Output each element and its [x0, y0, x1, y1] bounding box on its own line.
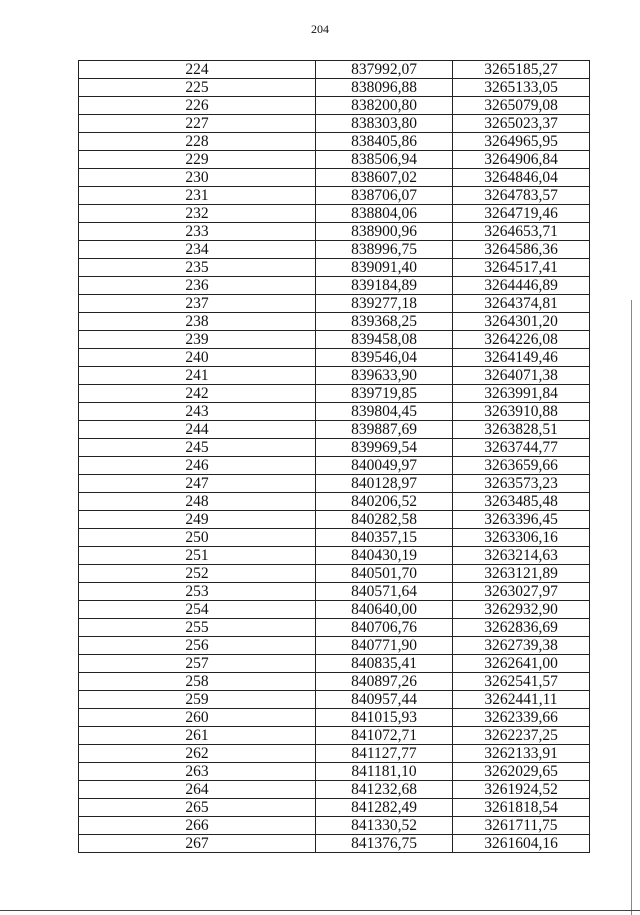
point-number-cell: 244: [79, 421, 316, 439]
x-coordinate-cell: 839458,08: [316, 331, 453, 349]
x-coordinate-cell: 841232,68: [316, 781, 453, 799]
x-coordinate-cell: 840501,70: [316, 565, 453, 583]
point-number-cell: 246: [79, 457, 316, 475]
point-number-cell: 236: [79, 277, 316, 295]
x-coordinate-cell: 841376,75: [316, 835, 453, 853]
y-coordinate-cell: 3261604,16: [453, 835, 590, 853]
point-number-cell: 227: [79, 115, 316, 133]
y-coordinate-cell: 3262441,11: [453, 691, 590, 709]
point-number-cell: 264: [79, 781, 316, 799]
x-coordinate-cell: 839633,90: [316, 367, 453, 385]
y-coordinate-cell: 3265023,37: [453, 115, 590, 133]
y-coordinate-cell: 3262339,66: [453, 709, 590, 727]
table-row: [79, 331, 590, 349]
table-row: [79, 151, 590, 169]
table-row: [79, 529, 590, 547]
y-coordinate-cell: 3264906,84: [453, 151, 590, 169]
x-coordinate-cell: 840357,15: [316, 529, 453, 547]
y-coordinate-cell: 3264149,46: [453, 349, 590, 367]
table-row: [79, 169, 590, 187]
y-coordinate-cell: 3263828,51: [453, 421, 590, 439]
table-row: [79, 349, 590, 367]
x-coordinate-cell: 838405,86: [316, 133, 453, 151]
table-row: [79, 583, 590, 601]
x-coordinate-cell: 839368,25: [316, 313, 453, 331]
table-row: [79, 673, 590, 691]
point-number-cell: 256: [79, 637, 316, 655]
x-coordinate-cell: 838096,88: [316, 79, 453, 97]
point-number-cell: 247: [79, 475, 316, 493]
y-coordinate-cell: 3262641,00: [453, 655, 590, 673]
y-coordinate-cell: 3262541,57: [453, 673, 590, 691]
point-number-cell: 228: [79, 133, 316, 151]
point-number-cell: 266: [79, 817, 316, 835]
coordinates-table-body: [79, 61, 590, 853]
y-coordinate-cell: 3264301,20: [453, 313, 590, 331]
x-coordinate-cell: 838506,94: [316, 151, 453, 169]
x-coordinate-cell: 839969,54: [316, 439, 453, 457]
table-row: [79, 817, 590, 835]
y-coordinate-cell: 3263659,66: [453, 457, 590, 475]
y-coordinate-cell: 3263573,23: [453, 475, 590, 493]
point-number-cell: 258: [79, 673, 316, 691]
table-row: [79, 835, 590, 853]
y-coordinate-cell: 3262739,38: [453, 637, 590, 655]
point-number-cell: 234: [79, 241, 316, 259]
y-coordinate-cell: 3264446,89: [453, 277, 590, 295]
y-coordinate-cell: 3262029,65: [453, 763, 590, 781]
table-row: [79, 637, 590, 655]
x-coordinate-cell: 837992,07: [316, 61, 453, 79]
y-coordinate-cell: 3263027,97: [453, 583, 590, 601]
y-coordinate-cell: 3261924,52: [453, 781, 590, 799]
table-row: [79, 241, 590, 259]
point-number-cell: 265: [79, 799, 316, 817]
x-coordinate-cell: 840771,90: [316, 637, 453, 655]
point-number-cell: 263: [79, 763, 316, 781]
y-coordinate-cell: 3262836,69: [453, 619, 590, 637]
y-coordinate-cell: 3264586,36: [453, 241, 590, 259]
x-coordinate-cell: 840282,58: [316, 511, 453, 529]
y-coordinate-cell: 3264965,95: [453, 133, 590, 151]
point-number-cell: 238: [79, 313, 316, 331]
y-coordinate-cell: 3264374,81: [453, 295, 590, 313]
table-row: [79, 277, 590, 295]
x-coordinate-cell: 840571,64: [316, 583, 453, 601]
point-number-cell: 254: [79, 601, 316, 619]
point-number-cell: 255: [79, 619, 316, 637]
point-number-cell: 260: [79, 709, 316, 727]
point-number-cell: 233: [79, 223, 316, 241]
y-coordinate-cell: 3264653,71: [453, 223, 590, 241]
point-number-cell: 225: [79, 79, 316, 97]
x-coordinate-cell: 841127,77: [316, 745, 453, 763]
x-coordinate-cell: 840640,00: [316, 601, 453, 619]
x-coordinate-cell: 838804,06: [316, 205, 453, 223]
y-coordinate-cell: 3264719,46: [453, 205, 590, 223]
table-row: [79, 619, 590, 637]
x-coordinate-cell: 839277,18: [316, 295, 453, 313]
y-coordinate-cell: 3263396,45: [453, 511, 590, 529]
point-number-cell: 249: [79, 511, 316, 529]
point-number-cell: 237: [79, 295, 316, 313]
x-coordinate-cell: 838996,75: [316, 241, 453, 259]
y-coordinate-cell: 3263306,16: [453, 529, 590, 547]
table-row: [79, 601, 590, 619]
point-number-cell: 257: [79, 655, 316, 673]
table-row: [79, 259, 590, 277]
x-coordinate-cell: 838607,02: [316, 169, 453, 187]
point-number-cell: 230: [79, 169, 316, 187]
table-row: [79, 781, 590, 799]
table-row: [79, 205, 590, 223]
point-number-cell: 242: [79, 385, 316, 403]
y-coordinate-cell: 3263744,77: [453, 439, 590, 457]
x-coordinate-cell: 838706,07: [316, 187, 453, 205]
table-row: [79, 439, 590, 457]
y-coordinate-cell: 3262237,25: [453, 727, 590, 745]
y-coordinate-cell: 3264517,41: [453, 259, 590, 277]
coordinates-table: [78, 60, 590, 853]
point-number-cell: 253: [79, 583, 316, 601]
point-number-cell: 241: [79, 367, 316, 385]
table-row: [79, 493, 590, 511]
point-number-cell: 245: [79, 439, 316, 457]
x-coordinate-cell: 840049,97: [316, 457, 453, 475]
x-coordinate-cell: 838200,80: [316, 97, 453, 115]
x-coordinate-cell: 839184,89: [316, 277, 453, 295]
y-coordinate-cell: 3263121,89: [453, 565, 590, 583]
x-coordinate-cell: 840957,44: [316, 691, 453, 709]
table-row: [79, 745, 590, 763]
point-number-cell: 250: [79, 529, 316, 547]
table-row: [79, 187, 590, 205]
table-row: [79, 421, 590, 439]
table-row: [79, 547, 590, 565]
table-row: [79, 457, 590, 475]
table-row: [79, 709, 590, 727]
point-number-cell: 259: [79, 691, 316, 709]
table-row: [79, 61, 590, 79]
y-coordinate-cell: 3261818,54: [453, 799, 590, 817]
y-coordinate-cell: 3265079,08: [453, 97, 590, 115]
y-coordinate-cell: 3262932,90: [453, 601, 590, 619]
y-coordinate-cell: 3264783,57: [453, 187, 590, 205]
table-row: [79, 727, 590, 745]
table-row: [79, 655, 590, 673]
table-row: [79, 97, 590, 115]
x-coordinate-cell: 840206,52: [316, 493, 453, 511]
x-coordinate-cell: 840706,76: [316, 619, 453, 637]
point-number-cell: 232: [79, 205, 316, 223]
y-coordinate-cell: 3261711,75: [453, 817, 590, 835]
point-number-cell: 243: [79, 403, 316, 421]
x-coordinate-cell: 841181,10: [316, 763, 453, 781]
page-number: 204: [311, 22, 329, 36]
scan-edge-bottom: [0, 910, 640, 911]
y-coordinate-cell: 3263485,48: [453, 493, 590, 511]
table-row: [79, 403, 590, 421]
x-coordinate-cell: 841072,71: [316, 727, 453, 745]
point-number-cell: 224: [79, 61, 316, 79]
table-row: [79, 79, 590, 97]
table-row: [79, 223, 590, 241]
y-coordinate-cell: 3265185,27: [453, 61, 590, 79]
scan-edge-right: [631, 300, 632, 915]
point-number-cell: 226: [79, 97, 316, 115]
x-coordinate-cell: 839887,69: [316, 421, 453, 439]
x-coordinate-cell: 840897,26: [316, 673, 453, 691]
point-number-cell: 261: [79, 727, 316, 745]
y-coordinate-cell: 3263991,84: [453, 385, 590, 403]
y-coordinate-cell: 3262133,91: [453, 745, 590, 763]
x-coordinate-cell: 841330,52: [316, 817, 453, 835]
table-row: [79, 799, 590, 817]
point-number-cell: 229: [79, 151, 316, 169]
point-number-cell: 267: [79, 835, 316, 853]
table-row: [79, 115, 590, 133]
x-coordinate-cell: 839546,04: [316, 349, 453, 367]
point-number-cell: 262: [79, 745, 316, 763]
table-row: [79, 763, 590, 781]
y-coordinate-cell: 3263214,63: [453, 547, 590, 565]
point-number-cell: 231: [79, 187, 316, 205]
table-row: [79, 313, 590, 331]
table-row: [79, 133, 590, 151]
x-coordinate-cell: 838303,80: [316, 115, 453, 133]
x-coordinate-cell: 840128,97: [316, 475, 453, 493]
table-row: [79, 511, 590, 529]
x-coordinate-cell: 840430,19: [316, 547, 453, 565]
point-number-cell: 252: [79, 565, 316, 583]
table-row: [79, 385, 590, 403]
y-coordinate-cell: 3264846,04: [453, 169, 590, 187]
point-number-cell: 240: [79, 349, 316, 367]
table-row: [79, 565, 590, 583]
point-number-cell: 239: [79, 331, 316, 349]
x-coordinate-cell: 839804,45: [316, 403, 453, 421]
point-number-cell: 251: [79, 547, 316, 565]
table-row: [79, 295, 590, 313]
point-number-cell: 248: [79, 493, 316, 511]
x-coordinate-cell: 838900,96: [316, 223, 453, 241]
x-coordinate-cell: 839091,40: [316, 259, 453, 277]
x-coordinate-cell: 841282,49: [316, 799, 453, 817]
y-coordinate-cell: 3264071,38: [453, 367, 590, 385]
y-coordinate-cell: 3265133,05: [453, 79, 590, 97]
table-row: [79, 367, 590, 385]
point-number-cell: 235: [79, 259, 316, 277]
y-coordinate-cell: 3263910,88: [453, 403, 590, 421]
x-coordinate-cell: 841015,93: [316, 709, 453, 727]
table-row: [79, 691, 590, 709]
x-coordinate-cell: 839719,85: [316, 385, 453, 403]
table-row: [79, 475, 590, 493]
y-coordinate-cell: 3264226,08: [453, 331, 590, 349]
x-coordinate-cell: 840835,41: [316, 655, 453, 673]
